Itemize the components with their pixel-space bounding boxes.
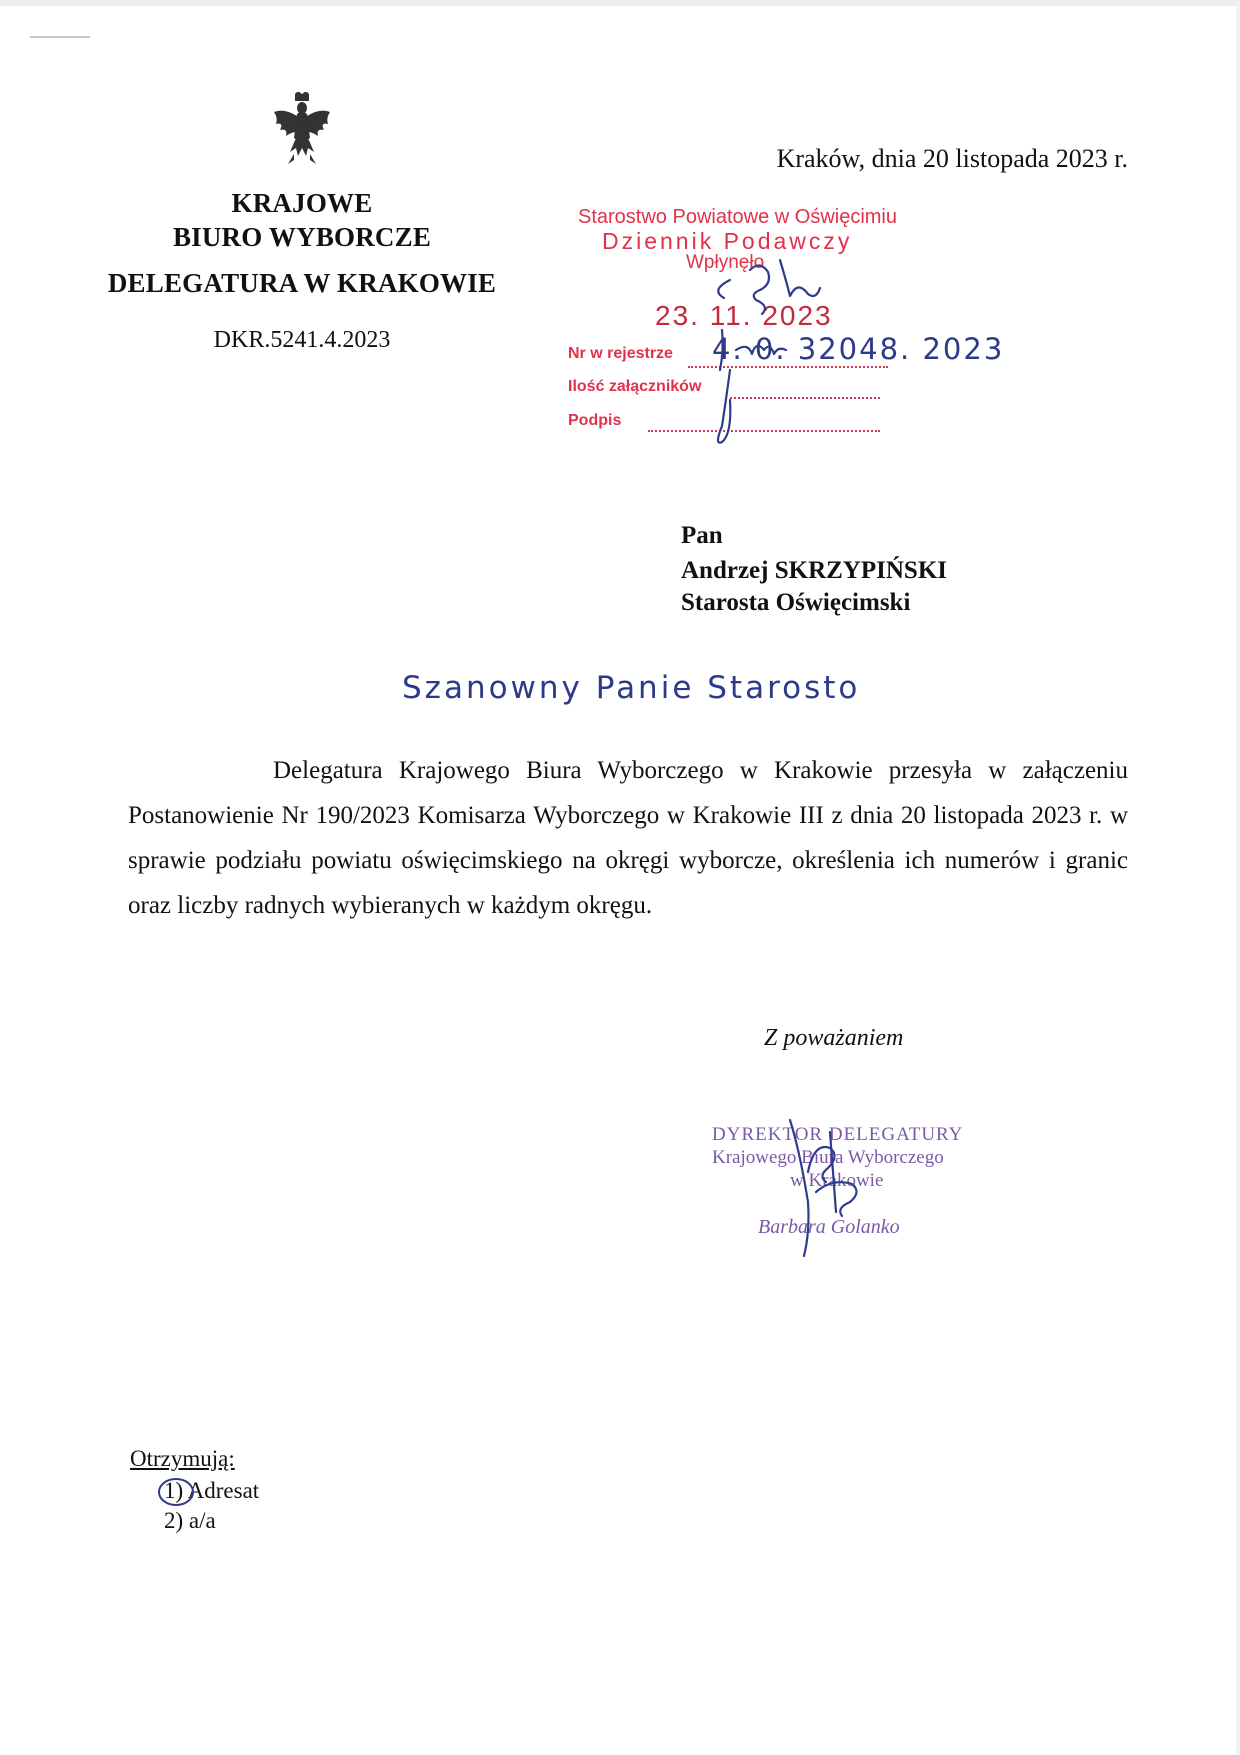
recipient-number: 1) bbox=[164, 1478, 184, 1503]
recipient-label: a/a bbox=[188, 1508, 216, 1533]
stamp-register-label: Nr w rejestrze bbox=[568, 345, 673, 362]
handwritten-salutation: Szanowny Panie Starosto bbox=[402, 670, 861, 706]
signature-stamp-name: Barbara Golanko bbox=[758, 1216, 900, 1238]
addressee-name: Andrzej SKRZYPIŃSKI bbox=[681, 557, 947, 584]
recipients-heading: Otrzymują: bbox=[130, 1446, 235, 1471]
signature-stamp-institution: Krajowego Biura Wyborczego bbox=[712, 1147, 944, 1168]
addressee-position: Starosta Oświęcimski bbox=[681, 589, 911, 616]
place-and-date: Kraków, dnia 20 listopada 2023 r. bbox=[776, 144, 1128, 173]
recipient-label: Adresat bbox=[187, 1478, 260, 1503]
recipient-circle-mark-icon bbox=[156, 1474, 198, 1510]
scan-edge-right bbox=[1236, 0, 1240, 1755]
institution-name-line1: KRAJOWE bbox=[231, 188, 373, 218]
recipient-item bbox=[164, 1508, 216, 1534]
scan-edge-top bbox=[0, 0, 1240, 6]
stamp-journal: Dziennik Podawczy bbox=[602, 228, 853, 254]
institution-delegation: DELEGATURA W KRAKOWIE bbox=[107, 268, 497, 298]
stamp-received-label: Wpłynęło bbox=[686, 252, 765, 273]
document-reference: DKR.5241.4.2023 bbox=[213, 327, 391, 353]
stamp-office-name: Starostwo Powiatowe w Oświęcimiu bbox=[578, 206, 897, 228]
signature-stamp-city: w Krakowie bbox=[790, 1170, 884, 1191]
stamp-received-date: 23. 11. 2023 bbox=[655, 300, 833, 331]
register-number-handwritten: 4. 0. 32048. 2023 bbox=[712, 332, 1005, 366]
addressee-title: Pan bbox=[681, 522, 723, 549]
closing-phrase: Z poważaniem bbox=[764, 1025, 904, 1051]
stamp-signature-label: Podpis bbox=[568, 412, 622, 429]
institution-name-line2: BIURO WYBORCZE bbox=[172, 222, 432, 252]
stamp-attachments-label: Ilość załączników bbox=[568, 378, 702, 395]
director-handwritten-signature-icon bbox=[770, 1112, 880, 1262]
letter-body bbox=[128, 748, 1128, 928]
polish-eagle-emblem-icon bbox=[270, 92, 334, 168]
scan-mark bbox=[30, 36, 90, 38]
signature-stamp-title: DYREKTOR DELEGATURY bbox=[712, 1124, 964, 1145]
stamp-handwritten-signature-icon bbox=[690, 250, 870, 490]
letter-body-text: Delegatura Krajowego Biura Wyborczego w Krakowie przesyła w załączeniu Postanowienie Nr 190/2023 Komisarza Wyborczego w Krakowie III z dnia 20 listopada 2023 r. w sprawie podziału powiatu oświęcimskiego na okręgi wyborcze, określenia ich numerów i granic oraz liczby radnych wybieranych w każdym okręgu. bbox=[128, 757, 1128, 919]
recipient-number: 2) bbox=[164, 1508, 184, 1533]
